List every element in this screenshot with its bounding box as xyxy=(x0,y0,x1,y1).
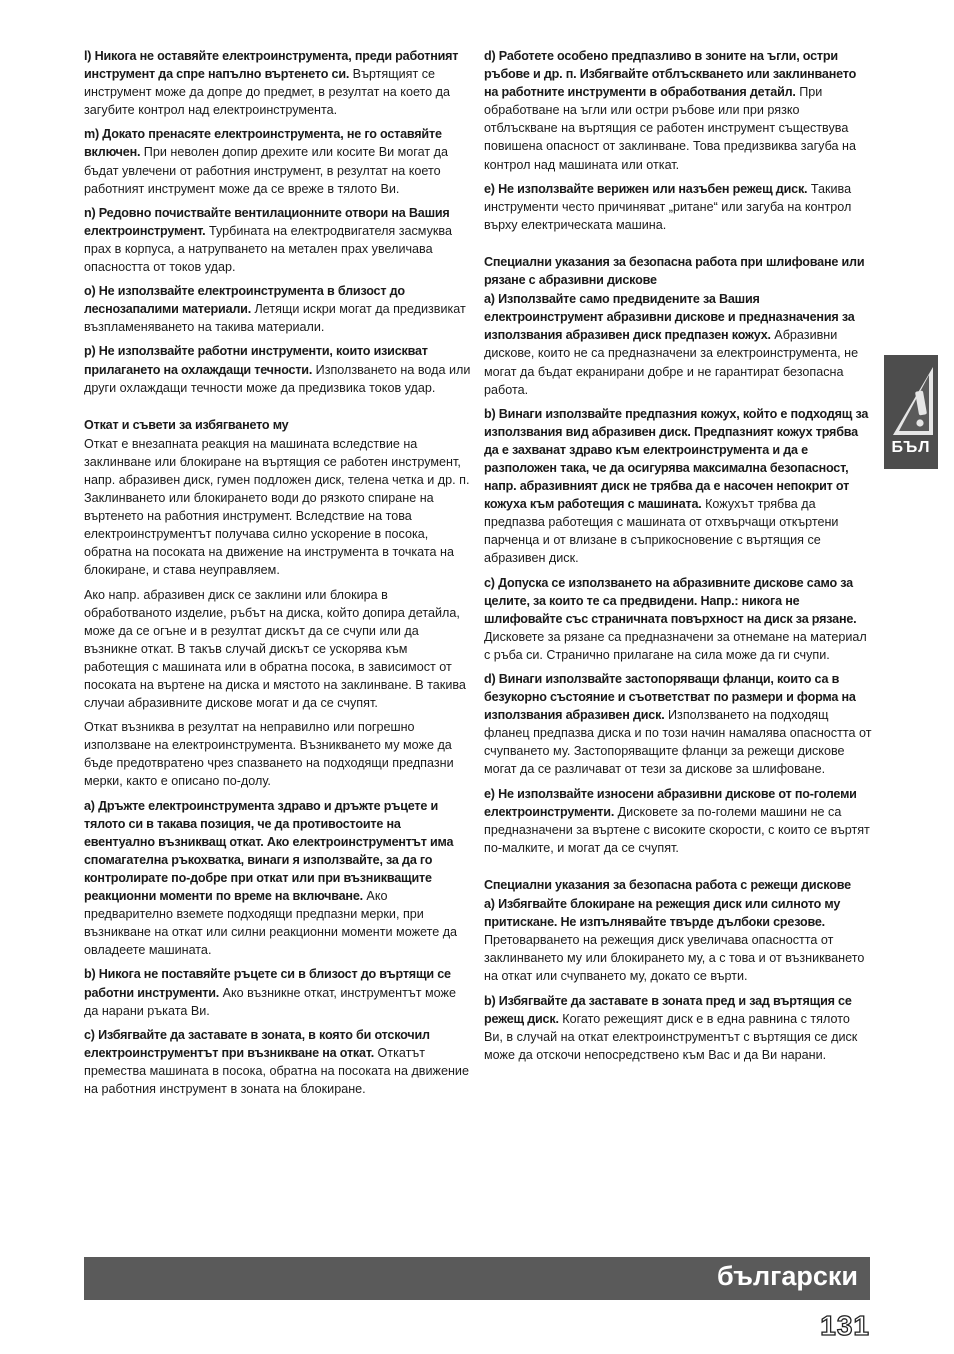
safety-item xyxy=(484,574,872,664)
safety-item xyxy=(84,797,472,960)
item-lead: n) Редовно почиствайте вентилационните отвори на Вашия електроинструмент. xyxy=(84,205,450,238)
language-code: БЪЛ xyxy=(891,439,931,456)
language-tab xyxy=(884,355,938,469)
safety-item xyxy=(484,670,872,779)
item-text: Въртящият се инструмент може да допре до предмет, в резултат на което да загубите контрол над електроинструмента. xyxy=(84,67,451,118)
paragraph: Откат е внезапната реакция на машината вследствие на заклинване или блокиране на въртящия се работен инструмент, напр. абразивен диск, гумен подложен диск, телена четка и др. п. Заклинването или блокирането води до рязкото спиране на въртенето на работния инструмент. Вследствие на това електроинструментът получава силно ускорение в посока, обратна на посоката на движение на инструмента в точката на блокиране, и става неуправляем. xyxy=(84,436,470,578)
item-lead: a) Използвайте само предвидените за Вашия електроинструмент абразивни дискове и предназначения за използвания абразивен диск предпазен кожух. xyxy=(484,292,855,343)
item-lead: a) Избягвайте блокиране на режещия диск или силното му притискане. Не изпълнявайте твърде дълбоки срезове. xyxy=(484,897,841,930)
item-text: Когато режещият диск е в една равнина с тялото Ви, в случай на откат електроинструментът с въртящия се диск може да отскочи непосредствено към Вас и да Ви нарани. xyxy=(484,1011,858,1062)
item-lead: b) Никога не поставяйте ръцете си в близост до въртящи се работни инструменти. xyxy=(84,967,451,1000)
item-text: Турбината на електродвигателя засмуква прах в корпуса, а натрупването на метален прах увеличава опасността от токов удар. xyxy=(84,223,452,275)
item-text: Откатът премества машината в посока, обратна на посоката на движение на работния инструмент в зоната на блокиране. xyxy=(84,1045,469,1096)
item-lead: b) Избягвайте да заставате в зоната пред и зад въртящия се режещ диск. xyxy=(484,993,852,1026)
item-text: Ако предварително вземете подходящи предпазни мерки, при възникване на откат или силни реакционни моменти можете да овладеете машината. xyxy=(84,889,458,958)
language-title: български xyxy=(716,1261,858,1291)
item-text: Ако възникне откат, инструментът може да нарани ръката Ви. xyxy=(84,985,456,1018)
item-text: Летящи искри могат да предизвикат възпламеняването на такива материали. xyxy=(84,302,466,335)
item-lead: c) Избягвайте да заставате в зоната, в която би отскочил електроинструментът при възникване на откат. xyxy=(84,1027,430,1060)
paragraph: Откат възниква в резултат на неправилно или погрешно използване на електроинструмента. Възникването му може да бъде предотвратено чрез спазването на подходящи предпазни мерки, както е описано по-долу. xyxy=(84,720,454,789)
safety-item xyxy=(84,342,472,396)
section-heading: Специални указания за безопасна работа с режещи дискове xyxy=(484,877,851,892)
safety-item xyxy=(84,965,472,1019)
item-lead: p) Не използвайте работни инструменти, които изискват прилагането на охлаждащи течности. xyxy=(84,344,428,377)
item-text: Използването на подходящ фланец предпазва диска и по този начин намалява опасността от счупването му. Застопоряващите фланци за режещи дискове могат да се различават от тези за дискове за шлифоване. xyxy=(484,708,872,777)
item-lead: c) Допуска се използването на абразивните дискове само за целите, за които те са предвидени. Напр.: никога не шлифовайте със страничната повърхност на диск за рязане. xyxy=(484,575,857,626)
safety-item xyxy=(484,290,872,399)
safety-item xyxy=(484,47,872,174)
right-column xyxy=(484,47,872,1070)
item-text: Дисковете за рязане са предназначени за отнемане на материал с ръба си. Странично прилагане на сила може да ги счупи. xyxy=(484,629,867,662)
safety-item xyxy=(484,992,872,1064)
section-heading: Специални указания за безопасна работа при шлифоване или рязане с абразивни дискове xyxy=(484,254,865,288)
footer-bar xyxy=(84,1257,870,1300)
item-text: При обработване на ъгли или остри ръбове или при рязко отблъскване на въртящия се работен инструмент съществува повишена опасност от заклинване. Това предизвиква загуба на контрол над машината или откат. xyxy=(484,85,856,172)
left-column xyxy=(84,47,472,1104)
safety-item xyxy=(484,180,872,234)
safety-item xyxy=(484,405,872,568)
item-text: Абразивни дискове, които не са предназначени за електроинструмента, не могат да бъдат екранирани добре и не гарантират безопасна работа. xyxy=(484,328,859,397)
safety-item xyxy=(484,785,872,857)
item-lead: d) Винаги използвайте застопоряващи фланци, които са в безукорно състояние и съответстват по размери и форма на използвания абразивен диск. xyxy=(484,672,856,723)
item-lead: e) Не използвайте верижен или назъбен режещ диск. xyxy=(484,181,808,196)
item-lead: a) Дръжте електроинструмента здраво и дръжте ръцете и тялото си в такава позиция, че да противостоите на евентуално възникващ откат. Ако електроинструментът има спомагателна ръкохватка, винаги я използвайте, за да го контролирате по-добре при откат или при възникващите реакционни моменти по време на включване. xyxy=(84,798,454,904)
item-lead: l) Никога не оставяйте електроинструмента, преди работният инструмент да спре напълно въртенето си. xyxy=(84,49,459,82)
item-lead: e) Не използвайте износени абразивни дискове от по-големи електроинструменти. xyxy=(484,786,857,819)
item-text: При неволен допир дрехите или косите Ви могат да бъдат увлечени от работния инструмент, в резултат на което работният инструмент може да се вреже в тялото Ви. xyxy=(84,145,448,196)
item-text: Такива инструменти често причиняват „ритане“ или загуба на контрол върху електрическата машина. xyxy=(484,181,852,232)
paragraph: Ако напр. абразивен диск се заклини или блокира в обработваното изделие, ръбът на диска, който допира детайла, може да се огъне и в резултат дискът да се счупи или да възникне откат. В такъв случай дискът се ускорява към работещия с машината или в обратна посока, в зависимост от посоката на въртене на диска и мястото на заклинване. В такива случаи абразивните дискове могат и да се счупят. xyxy=(84,587,466,711)
safety-item xyxy=(84,47,472,119)
item-lead: d) Работете особено предпазливо в зоните на ъгли, остри ръбове и др. п. Избягвайте отблъскването или заклинването на работните инструменти в обработвания детайл. xyxy=(484,49,857,100)
safety-item xyxy=(84,204,472,276)
item-lead: o) Не използвайте електроинструмента в близост до леснозапалими материали. xyxy=(84,284,405,317)
safety-item xyxy=(484,895,872,985)
item-lead: m) Докато пренасяте електроинструмента, не го оставяйте включен. xyxy=(84,127,442,160)
item-text: Дисковете за по-големи машини не са предназначени за въртене с високите скорости, с които се въртят по-малките, и могат да се счупят. xyxy=(484,804,870,855)
item-text: Претоварването на режещия диск увеличава опасността от заклинването му или блокирането му, а с това и от възникването на откат или счупването му, докато се върти. xyxy=(484,933,865,984)
safety-item xyxy=(84,282,472,336)
warning-icon xyxy=(889,363,933,437)
item-text: Използването на вода или други охлаждащи течности може да предизвика токов удар. xyxy=(84,362,471,395)
safety-item xyxy=(84,125,472,197)
safety-item xyxy=(84,1026,472,1098)
item-lead: b) Винаги използвайте предпазния кожух, който е подходящ за използвания вид абразивен диск. Предпазният кожух трябва да е захванат здраво към електроинструмента и да е разположен така, че да осигурява максимална безопасност, напр. абразивният диск не трябва да е насочен непокрит от кожуха към работещия с машината. xyxy=(484,406,869,512)
item-text: Кожухът трябва да предпазва работещия с машината от отхвърчащи откъртени парченца и от влизане в съприкосновение с въртящия се абразивен диск. xyxy=(484,497,839,566)
page-number: 131 xyxy=(820,1310,870,1341)
section-heading: Откат и съвети за избягването му xyxy=(84,417,289,432)
